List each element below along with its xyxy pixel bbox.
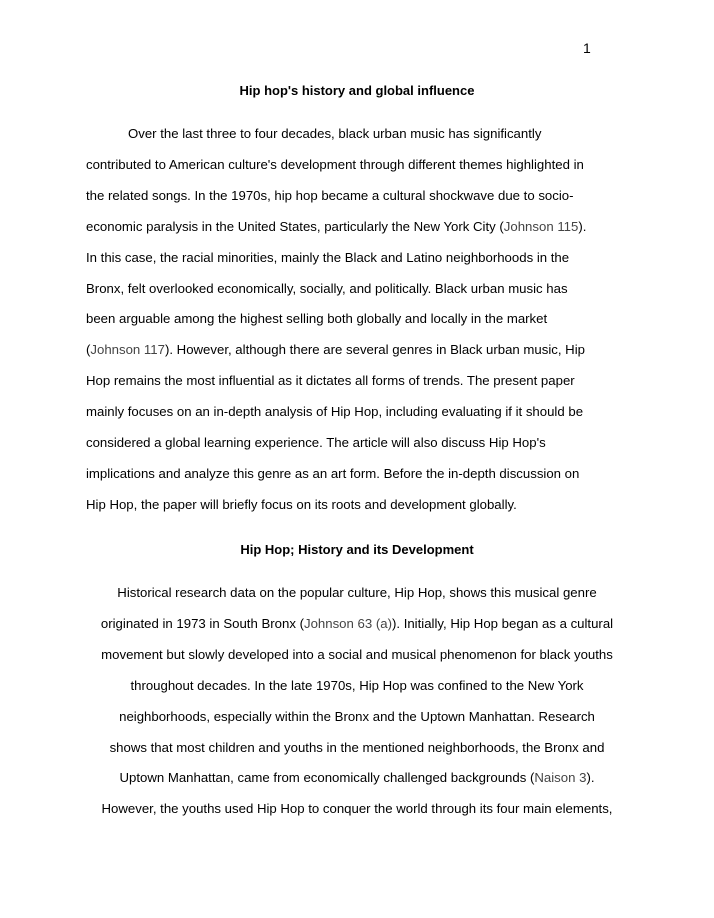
line-text: Historical research data on the popular culture, Hip Hop, shows this musical genre: [117, 585, 597, 600]
text-line: [86, 497, 517, 512]
line-text: throughout decades. In the late 1970s, Hip Hop was confined to the New York: [130, 677, 584, 693]
line-text: shows that most children and youths in the mentioned neighborhoods, the Bronx and: [109, 739, 605, 755]
text-line: [86, 281, 568, 296]
line-text: originated in 1973 in South Bronx (: [100, 615, 304, 631]
citation: Naison 3: [534, 770, 587, 786]
text-line: [86, 373, 575, 388]
text-line: [86, 157, 584, 172]
line-text: ).: [586, 770, 595, 786]
line-text: ). Initially, Hip Hop began as a cultural: [391, 615, 614, 631]
text-line: [0, 709, 714, 724]
text-line: [0, 801, 714, 816]
line-text: movement but slowly developed into a social and musical phenomenon for black youths: [101, 646, 613, 662]
text-line: [128, 126, 541, 141]
text-line: [86, 342, 585, 357]
text-line: [86, 188, 574, 203]
text-line: [86, 466, 579, 481]
line-text: In this case, the racial minorities, mainly the Black and Latino neighborhoods in the: [86, 249, 570, 265]
line-text: been arguable among the highest selling both globally and locally in the market: [86, 311, 548, 327]
page-number: 1: [583, 40, 591, 56]
text-line: [0, 616, 714, 631]
text-line: [0, 678, 714, 693]
section-heading: Hip Hop; History and its Development: [240, 542, 474, 557]
line-text: implications and analyze this genre as an art form. Before the in-depth discussion on: [86, 465, 580, 481]
line-text: Hop remains the most influential as it dictates all forms of trends. The present paper: [86, 373, 575, 389]
line-text: the related songs. In the 1970s, hip hop became a cultural shockwave due to socio-: [86, 187, 574, 203]
text-line: [86, 311, 547, 326]
text-line: [0, 585, 714, 600]
citation: Johnson 63 (a): [303, 615, 392, 631]
text-line: [86, 404, 583, 419]
document-title: Hip hop's history and global influence: [239, 83, 475, 98]
line-text: considered a global learning experience. The article will also discuss Hip Hop's: [86, 435, 546, 450]
line-text: Uptown Manhattan, came from economically challenged backgrounds (: [119, 770, 535, 786]
text-line: [0, 740, 714, 755]
line-text: economic paralysis in the United States, particularly the New York City (: [86, 218, 504, 234]
text-line: [86, 435, 546, 450]
line-text: ). However, although there are several genres in Black urban music, Hip: [164, 342, 585, 358]
line-text: Over the last three to four decades, black urban music has significantly: [128, 126, 542, 141]
text-line: [0, 647, 714, 662]
line-text: mainly focuses on an in-depth analysis of Hip Hop, including evaluating if it should be: [86, 404, 584, 420]
line-text: contributed to American culture's development through different themes highlighted in: [86, 156, 584, 172]
line-text: neighborhoods, especially within the Bronx and the Uptown Manhattan. Research: [119, 708, 595, 724]
line-text: Bronx, felt overlooked economically, socially, and politically. Black urban music has: [86, 280, 568, 296]
text-line: [86, 250, 569, 265]
text-line: [86, 219, 586, 234]
line-text: ).: [578, 218, 587, 234]
text-line: [0, 770, 714, 785]
line-text: However, the youths used Hip Hop to conquer the world through its four main elements,: [101, 801, 613, 817]
citation: Johnson 115: [503, 218, 579, 234]
line-text: Hip Hop, the paper will briefly focus on its roots and development globally.: [86, 496, 517, 512]
citation: Johnson 117: [90, 342, 165, 358]
line-text: (: [86, 342, 91, 358]
